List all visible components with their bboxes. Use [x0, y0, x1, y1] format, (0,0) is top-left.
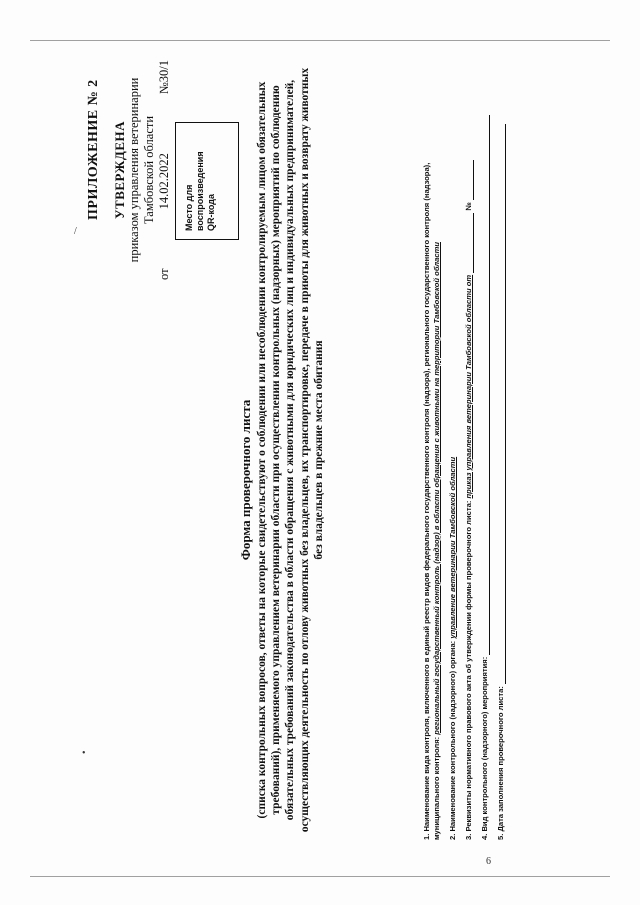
form-item-blank — [464, 213, 474, 273]
form-item-blank — [464, 160, 474, 200]
form-title: Форма проверочного листа — [238, 399, 253, 561]
approval-block — [112, 60, 172, 280]
form-subtitle: (списка контрольных вопросов, ответы на которые свидетельствуют о соблюдении или несоблюдении контролируемым лицом обязательных требований), применяемого управлением ветеринарии области при осуществлении контрольных (надзорных) мероприятий по соблюдению обязательных требований законодательства в области обращения с животными для юридических лиц и индивидуальных предпринимателей, осуществляющих деятельность по отлову животных без владельцев, их транспортировке, передаче в приюты для животных и возврату животных без владельцев в прежние места обитания — [256, 67, 325, 833]
scan-mark: • — [82, 748, 86, 759]
form-item-blank — [480, 115, 490, 655]
scan-line-bottom — [30, 876, 610, 877]
form-item-label: 2. Наименование контрольного (надзорного) органа: — [448, 640, 457, 840]
form-items — [422, 100, 512, 840]
form-item-value: управление ветеринарии Тамбовской области — [448, 456, 457, 639]
form-item-4 — [480, 100, 490, 840]
form-item-2 — [448, 100, 458, 840]
rotated-document — [30, 50, 505, 860]
qr-code-placeholder — [175, 122, 239, 240]
qr-line-3: QR-кода — [206, 194, 216, 231]
form-item-1 — [422, 100, 442, 840]
approval-line-1: приказом управления ветеринарии — [127, 77, 141, 263]
form-item-label: 1. Наименование вида контроля, включенного в единый реестр видов федерального государственного контроля (надзора), регионального государственного контроля (надзора), муниципального контроля: — [422, 162, 441, 840]
form-item-5 — [496, 100, 506, 840]
approval-date-prefix: от — [157, 268, 171, 280]
approval-line-2: Тамбовской области — [142, 115, 156, 225]
form-item-label: 5. Дата заполнения проверочного листа: — [496, 686, 505, 840]
approval-number: №30/1 — [157, 60, 171, 95]
scan-mark: / — [74, 226, 77, 237]
scan-mark: 6 — [486, 856, 491, 867]
scan-line-top — [30, 40, 610, 41]
form-item-3 — [464, 100, 474, 840]
form-item-blank — [496, 124, 506, 684]
qr-line-2: воспроизведения — [195, 151, 205, 231]
form-item-value: приказ управления ветеринарии Тамбовской области от — [464, 274, 473, 499]
form-item-label: 3. Реквизиты нормативного правового акта об утверждении формы проверочного листа: — [464, 500, 473, 840]
appendix-heading: ПРИЛОЖЕНИЕ № 2 — [86, 79, 101, 220]
approval-date-line — [157, 60, 172, 280]
form-item-label: 4. Вид контрольного (надзорного) мероприятия: — [480, 656, 489, 840]
form-item-suffix: № — [464, 202, 473, 211]
form-item-value: региональный государственный контроль (надзор) в области обращения с животными на территории Тамбовской области — [432, 242, 441, 735]
approval-date: 14.02.2022 — [157, 153, 171, 210]
qr-line-1: Место для — [184, 184, 194, 231]
approval-title: УТВЕРЖДЕНА — [112, 121, 127, 220]
